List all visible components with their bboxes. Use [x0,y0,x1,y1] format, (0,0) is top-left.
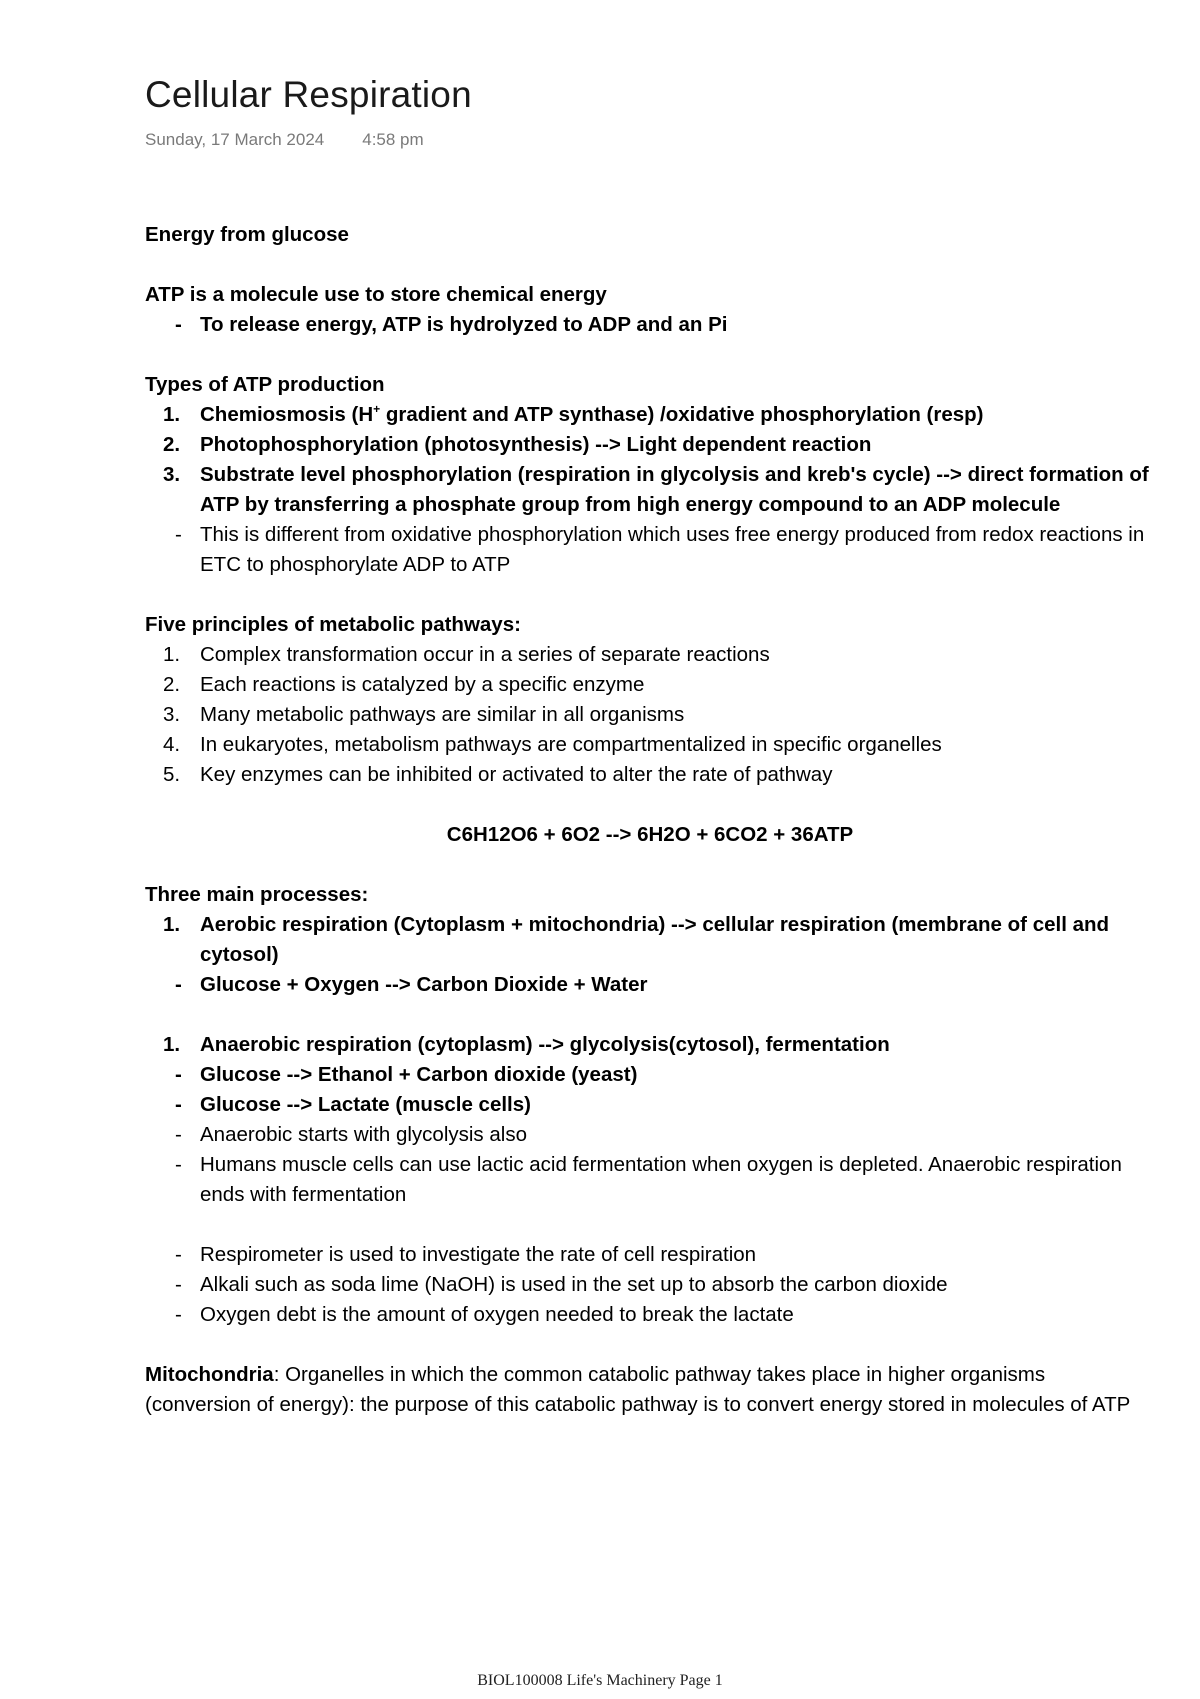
list-item: 2. Each reactions is catalyzed by a specific enzyme [163,673,645,696]
heading-types: Types of ATP production [145,373,385,396]
list-item: 4. In eukaryotes, metabolism pathways are compartmentalized in specific organelles [163,733,942,756]
heading-atp: ATP is a molecule use to store chemical energy [145,283,607,306]
list-item: - To release energy, ATP is hydrolyzed to ADP and an Pi [175,313,728,336]
mitochondria-label: Mitochondria [145,1363,274,1386]
heading-energy: Energy from glucose [145,223,349,246]
list-item: - Alkali such as soda lime (NaOH) is used in the set up to absorb the carbon dioxide [175,1273,948,1296]
list-item: 3. Many metabolic pathways are similar in all organisms [163,703,685,726]
page-footer: BIOL100008 Life's Machinery Page 1 [477,1672,723,1689]
list-item: - Respirometer is used to investigate the rate of cell respiration [175,1243,757,1266]
mitochondria-paragraph: Mitochondria: Organelles in which the common catabolic pathway takes place in higher organisms (conversion of energy): the purpose of this catabolic pathway is to convert energy stored in molecules of ATP [145,1363,1131,1416]
list-item: - Glucose --> Ethanol + Carbon dioxide (yeast) [175,1063,638,1086]
page-date: Sunday, 17 March 2024 [145,130,325,149]
list-item: 1. Complex transformation occur in a series of separate reactions [163,643,770,666]
page-time: 4:58 pm [362,130,424,149]
list-item: 1. Aerobic respiration (Cytoplasm + mitochondria) --> cellular respiration (membrane of cell and cytosol) [163,913,1110,966]
page-timestamp [145,130,424,150]
page-title: Cellular Respiration [145,74,472,115]
heading-processes: Three main processes: [145,883,369,906]
list-item: 3. Substrate level phosphorylation (respiration in glycolysis and kreb's cycle) --> direct formation of ATP by transferring a phosphate group from high energy compound to an ADP molecule [163,463,1149,516]
list-item: - Glucose + Oxygen --> Carbon Dioxide + Water [175,973,648,996]
equation: C6H12O6 + 6O2 --> 6H2O + 6CO2 + 36ATP [446,823,854,846]
list-item: 1. Anaerobic respiration (cytoplasm) --> glycolysis(cytosol), fermentation [163,1033,890,1056]
list-item: - Anaerobic starts with glycolysis also [175,1123,527,1146]
heading-principles: Five principles of metabolic pathways: [145,613,521,636]
list-item: 2. Photophosphorylation (photosynthesis) --> Light dependent reaction [163,433,872,456]
list-item: - Oxygen debt is the amount of oxygen needed to break the lactate [175,1303,794,1326]
list-item: 1. Chemiosmosis (H+ gradient and ATP synthase) /oxidative phosphorylation (resp) [163,402,984,426]
list-item: - Glucose --> Lactate (muscle cells) [175,1093,531,1116]
list-item: - Humans muscle cells can use lactic acid fermentation when oxygen is depleted. Anaerobic respiration ends with fermentation [175,1153,1122,1206]
list-item: 5. Key enzymes can be inhibited or activated to alter the rate of pathway [163,763,833,786]
list-item: - This is different from oxidative phosphorylation which uses free energy produced from redox reactions in ETC to phosphorylate ADP to ATP [175,523,1145,576]
note-content [145,220,1155,1420]
